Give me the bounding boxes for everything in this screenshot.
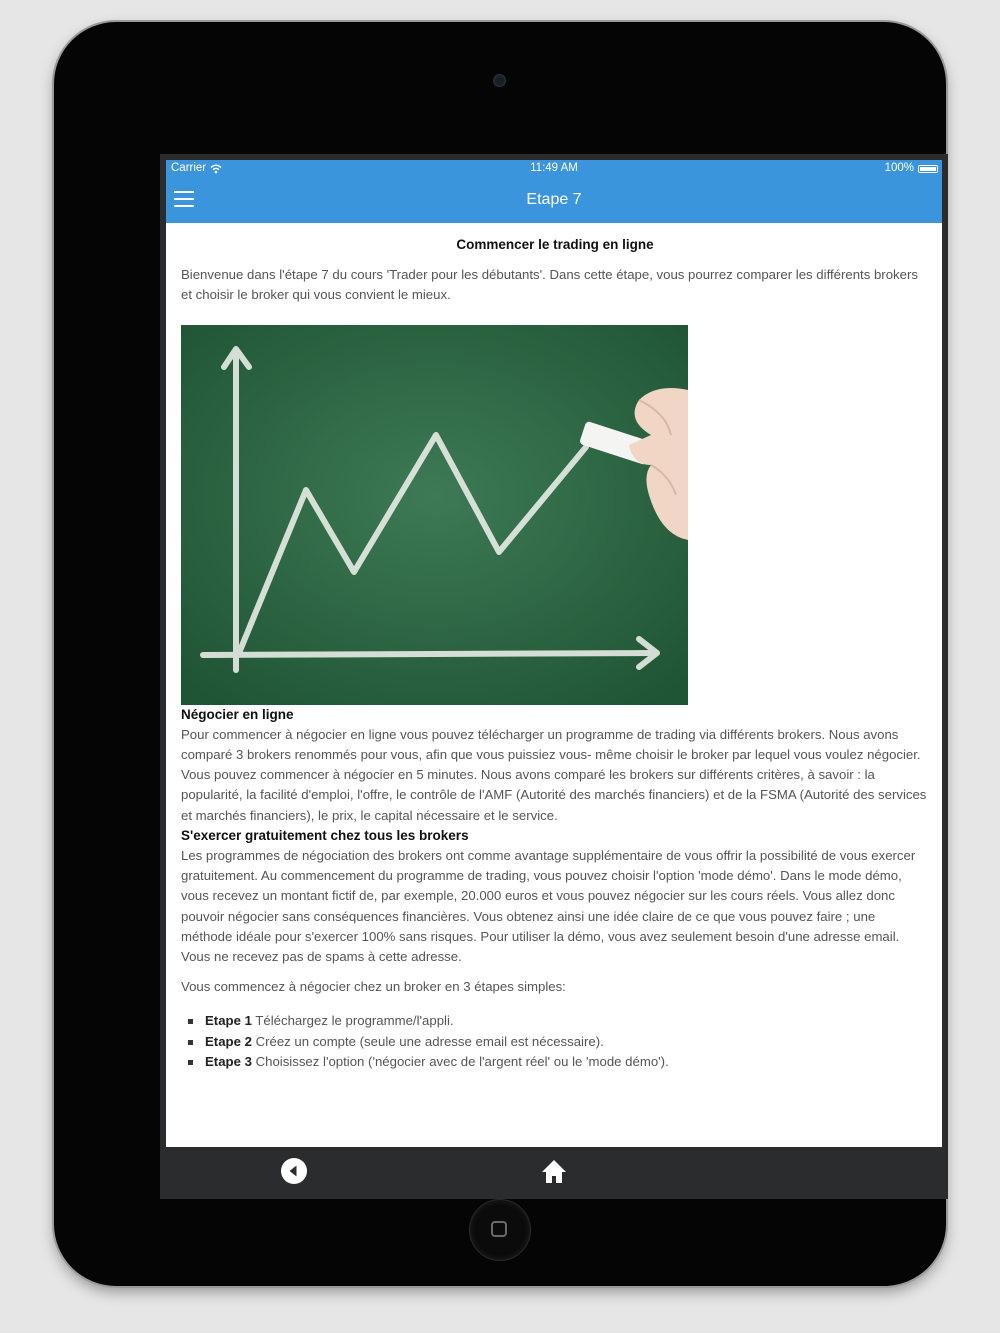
step-label: Etape 2	[205, 1033, 252, 1049]
section-text-exercer: Les programmes de négociation des brokers ont comme avantage supplémentaire de vous offrir la possibilité de vous exercer gratuitement. Au commencement du programme de trading, vous pouvez choisir l'option 'mode démo'. Dans le mode démo, vous recevez un montant fictif de, par exemple, 20.000 euros et vous pouvez négocier sur les cours réels. Vous allez donc pouvoir négocier sans conséquences financières. Vous obtenez ainsi une idée claire de ce que vous pouvez faire ; une méthode idéale pour s'exercer 100% sans risques. Pour utiliser la démo, vous avez seulement besoin d'une adresse email. Vous ne recevez pas de spams à cette adresse.	[181, 848, 916, 965]
device-home-button[interactable]	[470, 1200, 530, 1260]
list-item	[205, 1032, 929, 1052]
home-button[interactable]	[540, 1157, 568, 1185]
front-camera	[493, 74, 506, 87]
section-heading-negocier: Négocier en ligne	[181, 706, 294, 722]
steps-list	[205, 1011, 929, 1072]
list-item	[205, 1011, 929, 1031]
app-header	[166, 177, 942, 223]
app-window	[166, 160, 942, 1193]
page-title: Etape 7	[526, 191, 582, 208]
step-text: Téléchargez le programme/l'appli.	[251, 1013, 454, 1029]
step-text: Choisissez l'option ('négocier avec de l'argent réel' ou le 'mode démo').	[251, 1053, 669, 1069]
step-label: Etape 1	[205, 1013, 252, 1029]
step-label: Etape 3	[205, 1053, 252, 1069]
home-square-icon	[491, 1221, 507, 1237]
step-text: Créez un compte (seule une adresse email est nécessaire).	[251, 1033, 604, 1049]
article-content	[181, 223, 929, 1072]
section-text-negocier: Pour commencer à négocier en ligne vous pouvez télécharger un programme de trading via différents brokers. Nous avons comparé 3 brokers renommés pour vous, afin que vous puissiez vous- même choisir le broker par lequel vous voulez négocier. Vous pouvez commencer à négocier en 5 minutes. Nous avons comparé les brokers sur différents critères, à savoir : la popularité, la facilité d'emploi, l'offre, le contrôle de l'AMF (Autorité des marchés financiers) et de la FSMA (Autorité des services et marchés financiers), le prix, le capital nécessaire et le service.	[181, 726, 927, 823]
tablet-frame	[54, 22, 946, 1286]
back-arrow-icon	[280, 1157, 308, 1185]
status-bar	[166, 160, 942, 177]
steps-intro: Vous commencez à négocier chez un broker en 3 étapes simples:	[181, 979, 566, 995]
status-right	[885, 160, 938, 177]
screen	[160, 154, 948, 1199]
battery-percent: 100%	[884, 162, 914, 174]
bottom-nav-bar	[166, 1147, 942, 1193]
section-heading-exercer: S'exercer gratuitement chez tous les brokers	[181, 827, 469, 843]
article-intro: Bienvenue dans l'étape 7 du cours 'Trader pour les débutants'. Dans cette étape, vous pourrez comparer les différents brokers et choisir le broker qui vous convient le mieux.	[181, 267, 918, 303]
battery-icon	[918, 165, 938, 173]
status-time: 11:49 AM	[530, 162, 578, 174]
article-title: Commencer le trading en ligne	[456, 237, 654, 252]
back-button[interactable]	[280, 1157, 308, 1185]
list-item	[205, 1052, 929, 1072]
trading-chart-chalkboard-image	[181, 325, 688, 705]
carrier-label: Carrier	[171, 162, 207, 174]
home-icon	[540, 1157, 568, 1185]
